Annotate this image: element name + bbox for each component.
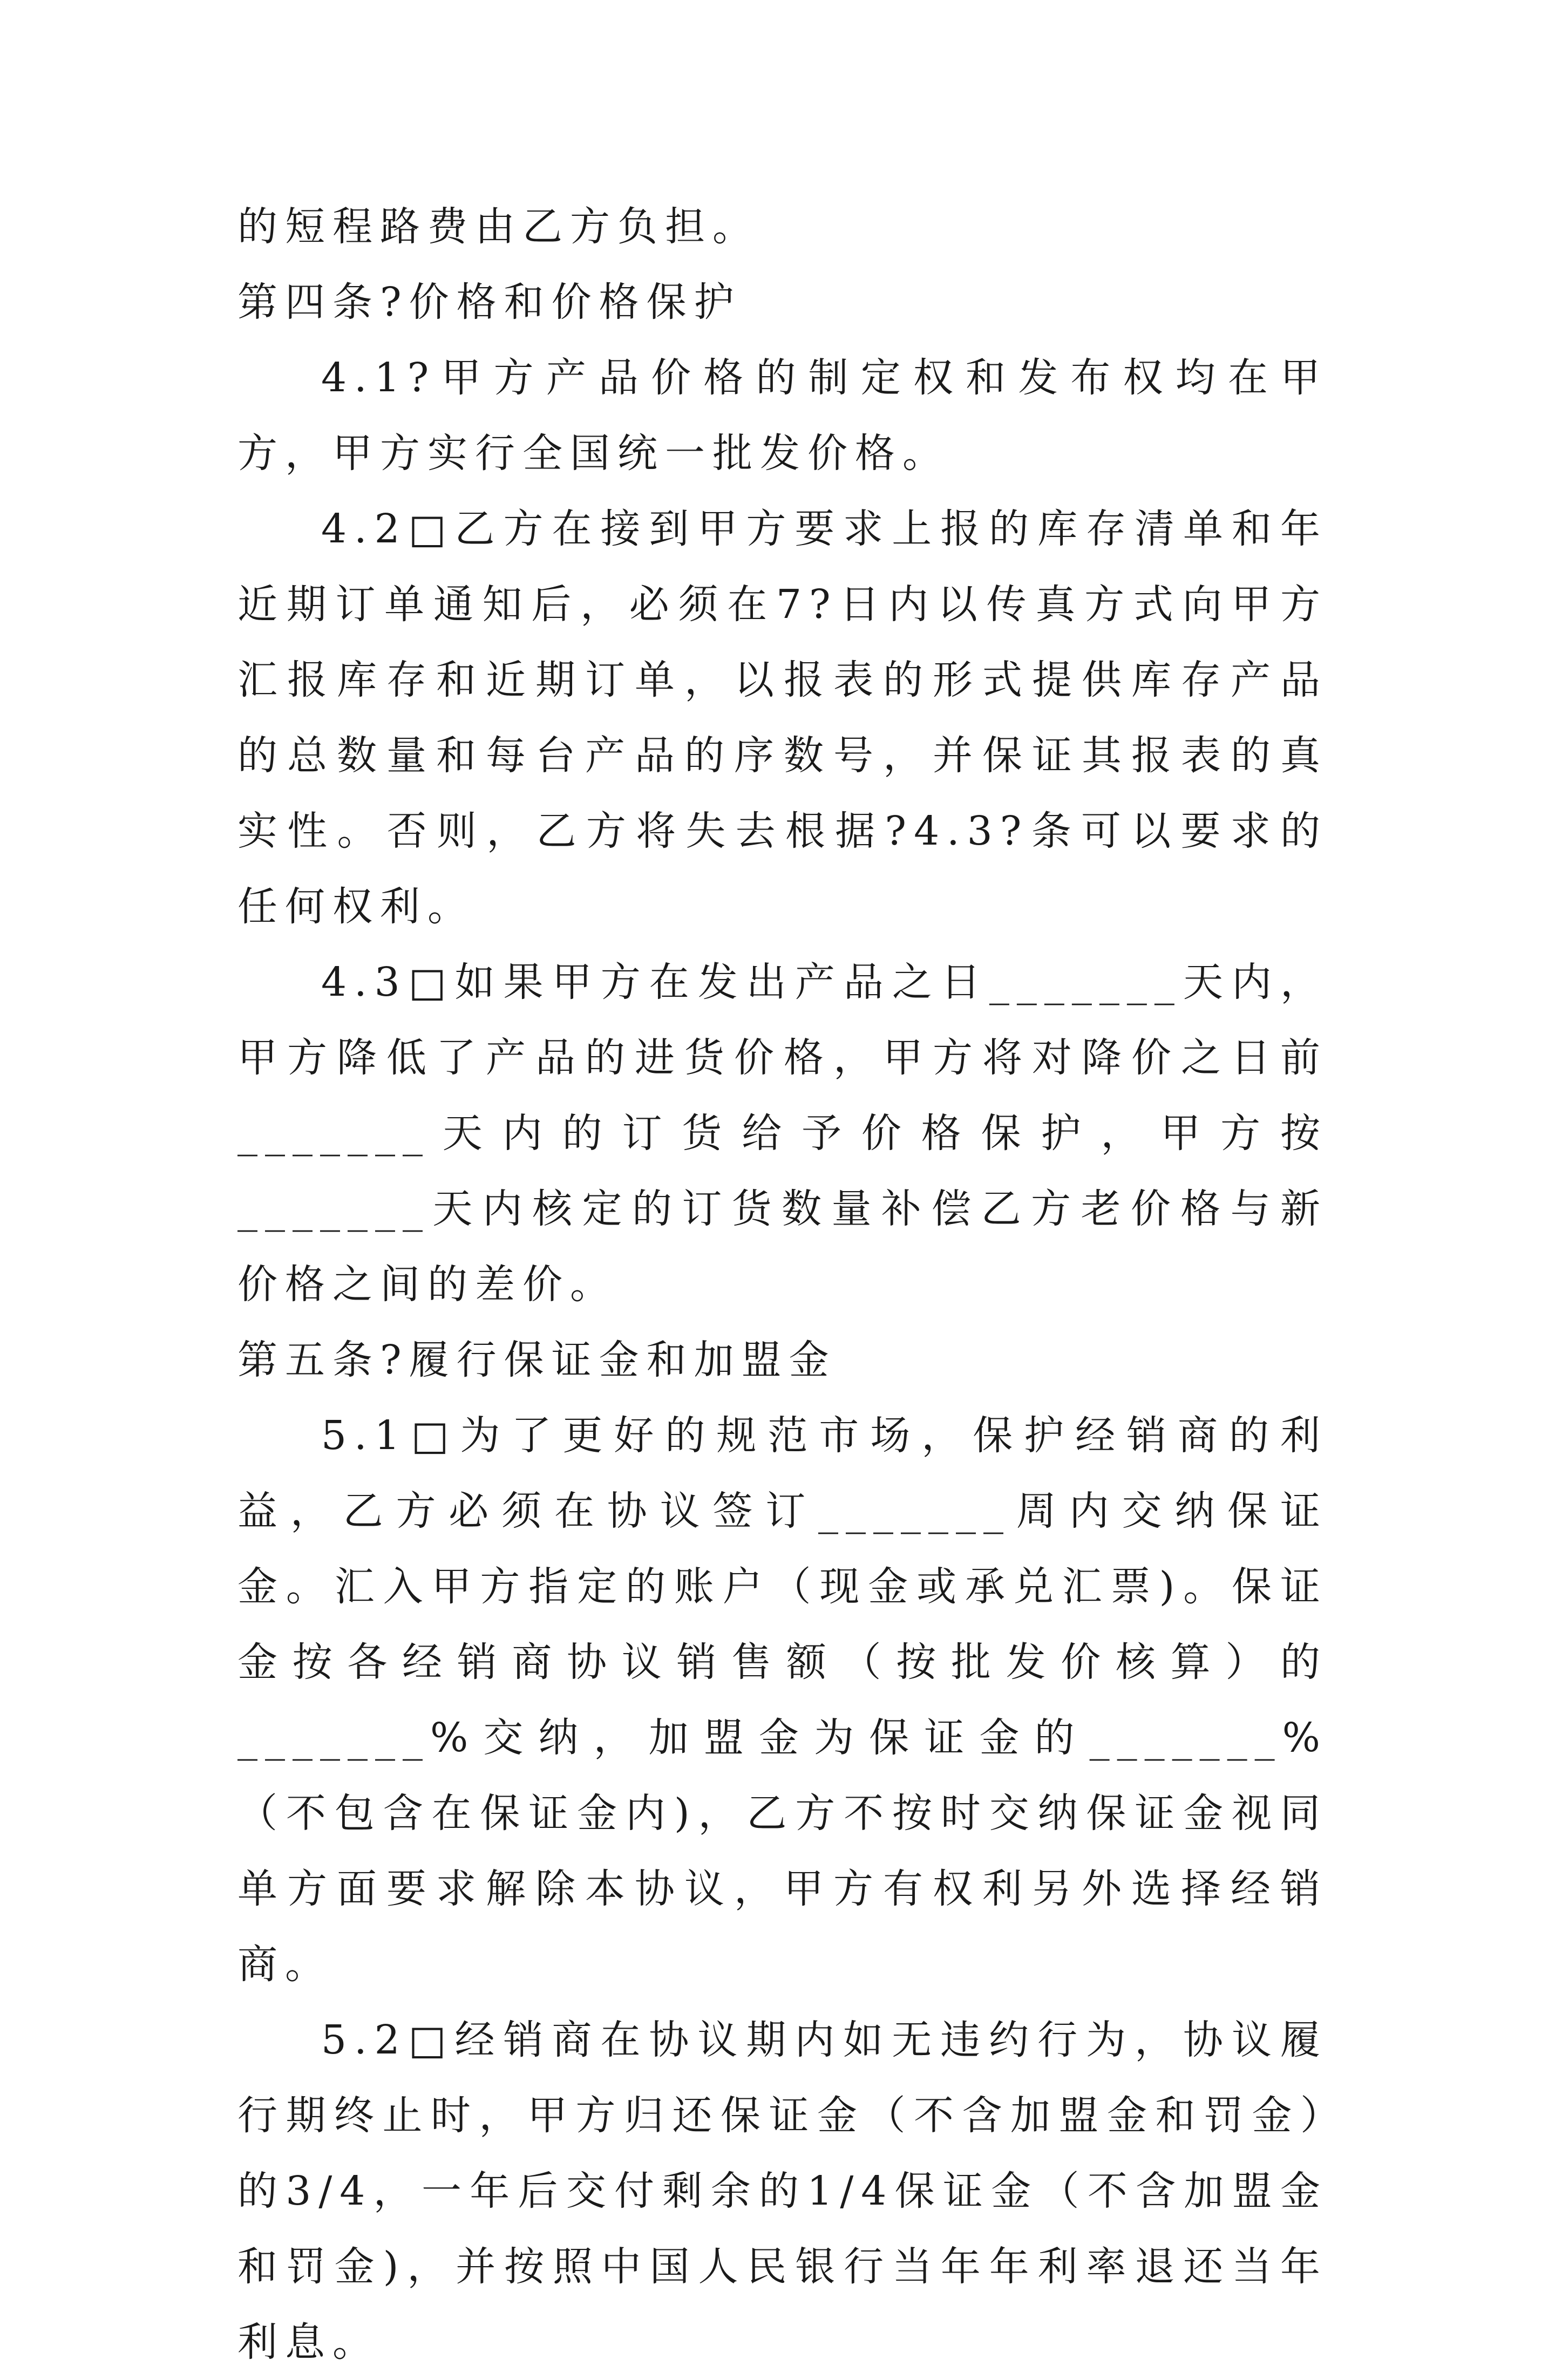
clause-4-1: 4.1?甲方产品价格的制定权和发布权均在甲方，甲方实行全国统一批发价格。 [237,355,1328,477]
article-5-heading: 第五条?履行保证金和加盟金 [237,1337,837,1383]
clause-4-3: 4.3□如果甲方在发出产品之日_______天内，甲方降低了产品的进货价格，甲方将对降价之日前_______天内的订货给予价格保护，甲方按_______天内核定的订货数量补偿乙方老价格与新价格之间的差价。 [237,959,1328,1308]
document-body [237,189,1328,2380]
paragraph-continuation: 的短程路费由乙方负担。 [237,203,760,250]
clause-5-1: 5.1□为了更好的规范市场，保护经销商的利益，乙方必须在协议签订_______周内交纳保证金。汇入甲方指定的账户（现金或承兑汇票)。保证金按各经销商协议销售额（按批发价核算）的_______%交纳，加盟金为保证金的_______%（不包含在保证金内)，乙方不按时交纳保证金视同单方面要求解除本协议，甲方有权利另外选择经销商。 [237,1412,1328,1988]
article-4-heading: 第四条?价格和价格保护 [237,279,742,325]
clause-5-2: 5.2□经销商在协议期内如无违约行为，协议履行期终止时，甲方归还保证金（不含加盟金和罚金）的3/4，一年后交付剩余的1/4保证金（不含加盟金和罚金)，并按照中国人民银行当年年利率退还当年利息。 [237,2017,1328,2365]
clause-4-2: 4.2□乙方在接到甲方要求上报的库存清单和年近期订单通知后，必须在7?日内以传真方式向甲方汇报库存和近期订单，以报表的形式提供库存产品的总数量和每台产品的序数号，并保证其报表的真实性。否则，乙方将失去根据?4.3?条可以要求的任何权利。 [237,506,1328,930]
